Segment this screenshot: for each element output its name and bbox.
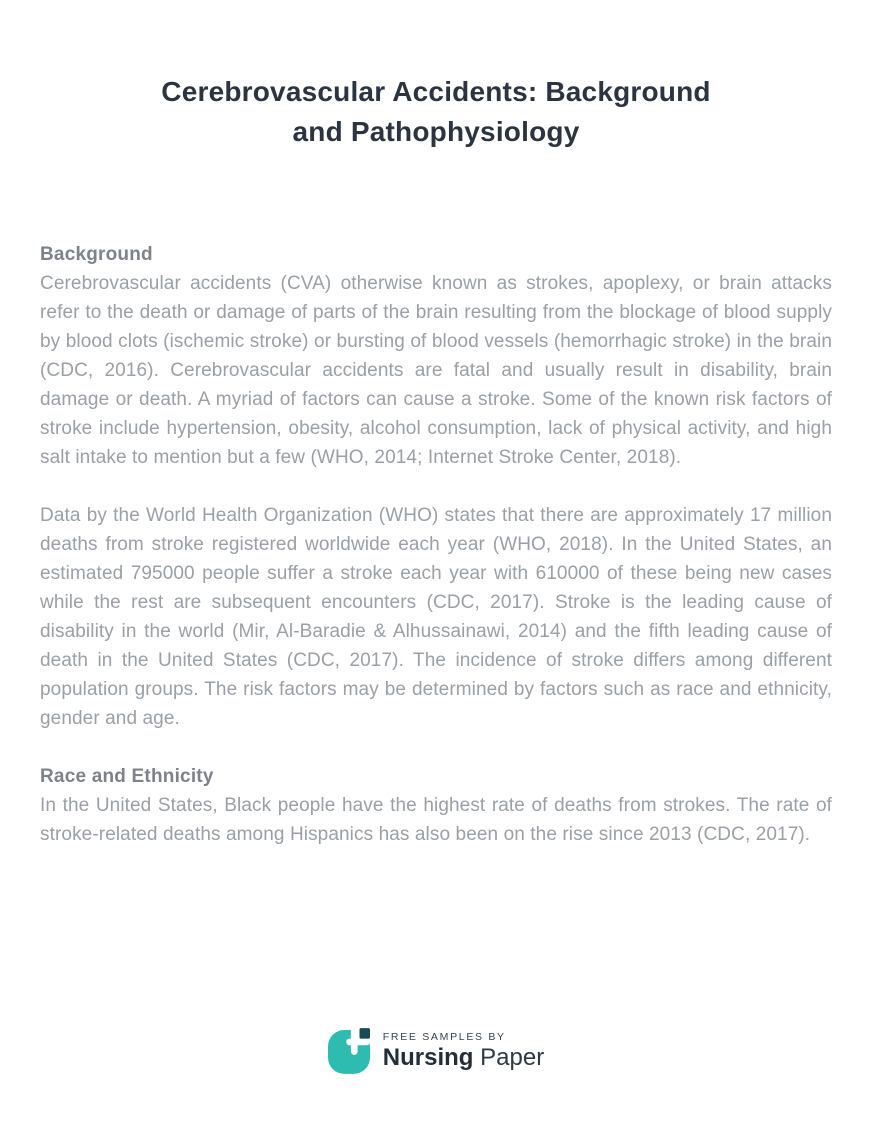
page-title-line-2: and Pathophysiology <box>292 116 580 147</box>
footer-logo <box>0 1028 872 1074</box>
footer-brand-regular: Paper <box>473 1044 545 1071</box>
section-heading-race-and-ethnicity: Race and Ethnicity <box>40 766 214 787</box>
page-title-line-1: Cerebrovascular Accidents: Background <box>161 76 711 107</box>
footer-logo-text <box>383 1031 544 1071</box>
page-title <box>40 72 832 152</box>
footer-brand <box>383 1045 544 1071</box>
paragraph: Cerebrovascular accidents (CVA) otherwise known as strokes, apoplexy, or brain attacks refer to the death or damage of parts of the brain resulting from the blockage of blood supply by blood clots (ischemic stroke) or bursting of blood vessels (hemorrhagic stroke) in the brain (CDC, 2016). Cerebrovascular accidents are fatal and usually result in disability, brain damage or death. A myriad of factors can cause a stroke. Some of the known risk factors of stroke include hypertension, obesity, alcohol consumption, lack of physical activity, and high salt intake to mention but a few (WHO, 2014; Internet Stroke Center, 2018). <box>40 273 832 468</box>
nursing-paper-cross-icon <box>328 1028 370 1074</box>
paragraph: Data by the World Health Organization (WHO) states that there are approximately 17 million deaths from stroke registered worldwide each year (WHO, 2018). In the United States, an estimated 795000 people suffer a stroke each year with 610000 of these being new cases while the rest are subsequent encounters (CDC, 2017). Stroke is the leading cause of disability in the world (Mir, Al-Baradie & Alhussainawi, 2014) and the fifth leading cause of death in the United States (CDC, 2017). The incidence of stroke differs among different population groups. The risk factors may be determined by factors such as race and ethnicity, gender and age. <box>40 505 832 729</box>
footer-tagline: FREE SAMPLES BY <box>382 1031 506 1043</box>
paragraph: In the United States, Black people have the highest rate of deaths from strokes. The rate of stroke-related deaths among Hispanics has also been on the rise since 2013 (CDC, 2017). <box>40 795 832 845</box>
footer-brand-bold: Nursing <box>382 1044 474 1071</box>
document-body <box>40 240 832 849</box>
section-heading-background: Background <box>40 244 153 265</box>
